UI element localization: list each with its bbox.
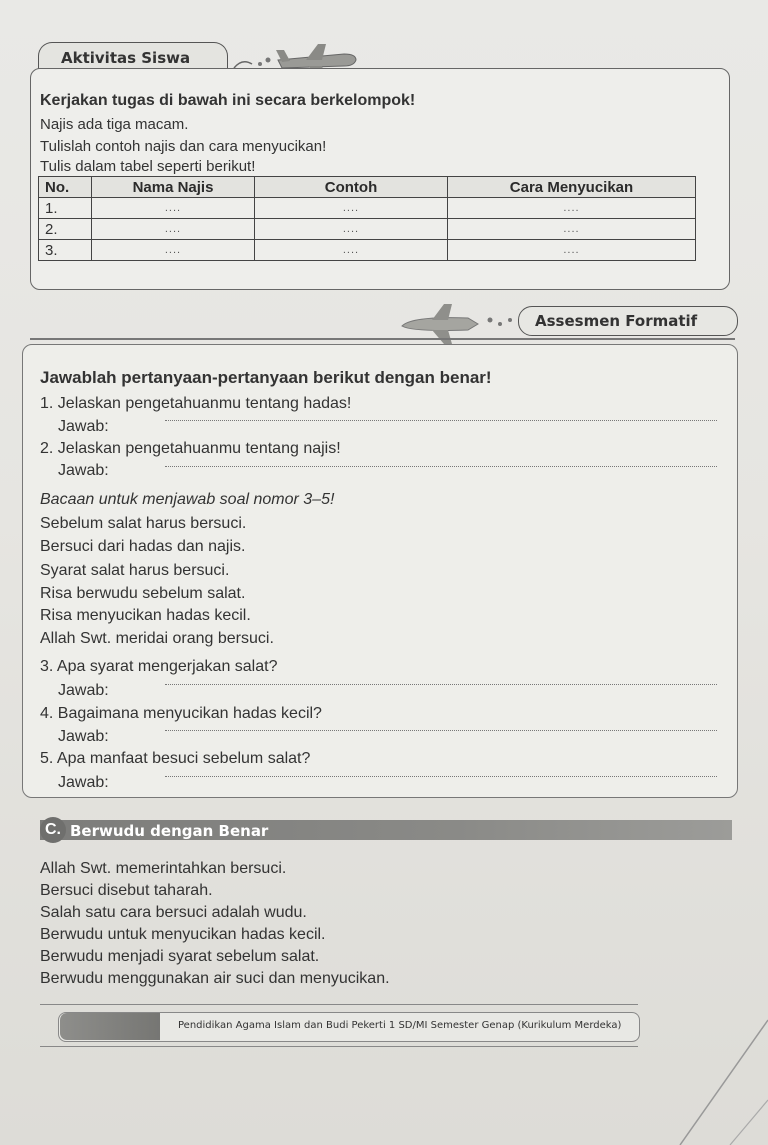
activity-line-1: Najis ada tiga macam.: [40, 116, 189, 133]
reading-line-2: Bersuci dari hadas dan najis.: [40, 538, 246, 555]
answer-label-4: Jawab:: [58, 728, 109, 745]
reading-line-1: Sebelum salat harus bersuci.: [40, 515, 247, 532]
table-cell: ....: [255, 240, 448, 261]
table-cell: ....: [448, 219, 696, 240]
table-cell: ....: [92, 240, 255, 261]
table-cell: ....: [448, 240, 696, 261]
answer-line-3[interactable]: [165, 684, 717, 685]
answer-line-1[interactable]: [165, 420, 717, 421]
question-2: 2. Jelaskan pengetahuanmu tentang najis!: [40, 440, 341, 457]
question-5: 5. Apa manfaat besuci sebelum salat?: [40, 750, 311, 767]
answer-line-4[interactable]: [165, 730, 717, 731]
answer-label-3: Jawab:: [58, 682, 109, 699]
question-3: 3. Apa syarat mengerjakan salat?: [40, 658, 278, 675]
footer-decoration: [60, 1013, 160, 1040]
section-line-4: Berwudu untuk menyucikan hadas kecil.: [40, 926, 326, 943]
reading-intro: Bacaan untuk menjawab soal nomor 3–5!: [40, 491, 335, 508]
section-letter: C.: [40, 817, 66, 843]
table-row: [39, 219, 696, 240]
question-4: 4. Bagaimana menyucikan hadas kecil?: [40, 705, 322, 722]
table-cell: ....: [92, 219, 255, 240]
table-cell: ....: [92, 198, 255, 219]
section-line-5: Berwudu menjadi syarat sebelum salat.: [40, 948, 320, 965]
section-title: Berwudu dengan Benar: [70, 822, 269, 840]
section-line-2: Bersuci disebut taharah.: [40, 882, 213, 899]
table-cell: 3.: [39, 240, 92, 261]
activity-line-2: Tulislah contoh najis dan cara menyucikan!: [40, 138, 327, 155]
header-nama-najis: Nama Najis: [92, 177, 255, 198]
assessment-title: Assesmen Formatif: [518, 306, 738, 336]
najis-table: [38, 176, 696, 261]
table-row: [39, 240, 696, 261]
footer-text: Pendidikan Agama Islam dan Budi Pekerti 1 SD/MI Semester Genap (Kurikulum Merdeka): [178, 1020, 622, 1031]
table-header-row: [39, 177, 696, 198]
table-cell: ....: [255, 198, 448, 219]
header-contoh: Contoh: [255, 177, 448, 198]
section-line-3: Salah satu cara bersuci adalah wudu.: [40, 904, 307, 921]
answer-label-5: Jawab:: [58, 774, 109, 791]
table-row: [39, 198, 696, 219]
page-fold-decoration: [640, 980, 768, 1145]
table-cell: ....: [448, 198, 696, 219]
reading-line-6: Allah Swt. meridai orang bersuci.: [40, 630, 274, 647]
reading-line-3: Syarat salat harus bersuci.: [40, 562, 230, 579]
header-cara-menyucikan: Cara Menyucikan: [448, 177, 696, 198]
section-line-6: Berwudu menggunakan air suci dan menyucikan.: [40, 970, 390, 987]
answer-line-2[interactable]: [165, 466, 717, 467]
reading-line-5: Risa menyucikan hadas kecil.: [40, 607, 251, 624]
footer-rule: [40, 1004, 638, 1005]
activity-title: Aktivitas Siswa: [38, 42, 228, 74]
divider: [30, 338, 735, 340]
question-1: 1. Jelaskan pengetahuanmu tentang hadas!: [40, 395, 352, 412]
table-cell: ....: [255, 219, 448, 240]
activity-line-3: Tulis dalam tabel seperti berikut!: [40, 158, 256, 175]
assessment-instruction: Jawablah pertanyaan-pertanyaan berikut dengan benar!: [40, 368, 492, 387]
answer-line-5[interactable]: [165, 776, 717, 777]
reading-line-4: Risa berwudu sebelum salat.: [40, 585, 246, 602]
answer-label-2: Jawab:: [58, 462, 109, 479]
section-line-1: Allah Swt. memerintahkan bersuci.: [40, 860, 287, 877]
table-cell: 2.: [39, 219, 92, 240]
table-cell: 1.: [39, 198, 92, 219]
activity-instruction: Kerjakan tugas di bawah ini secara berkelompok!: [40, 92, 416, 109]
header-no: No.: [39, 177, 92, 198]
answer-label-1: Jawab:: [58, 418, 109, 435]
footer-rule-bottom: [40, 1046, 638, 1047]
